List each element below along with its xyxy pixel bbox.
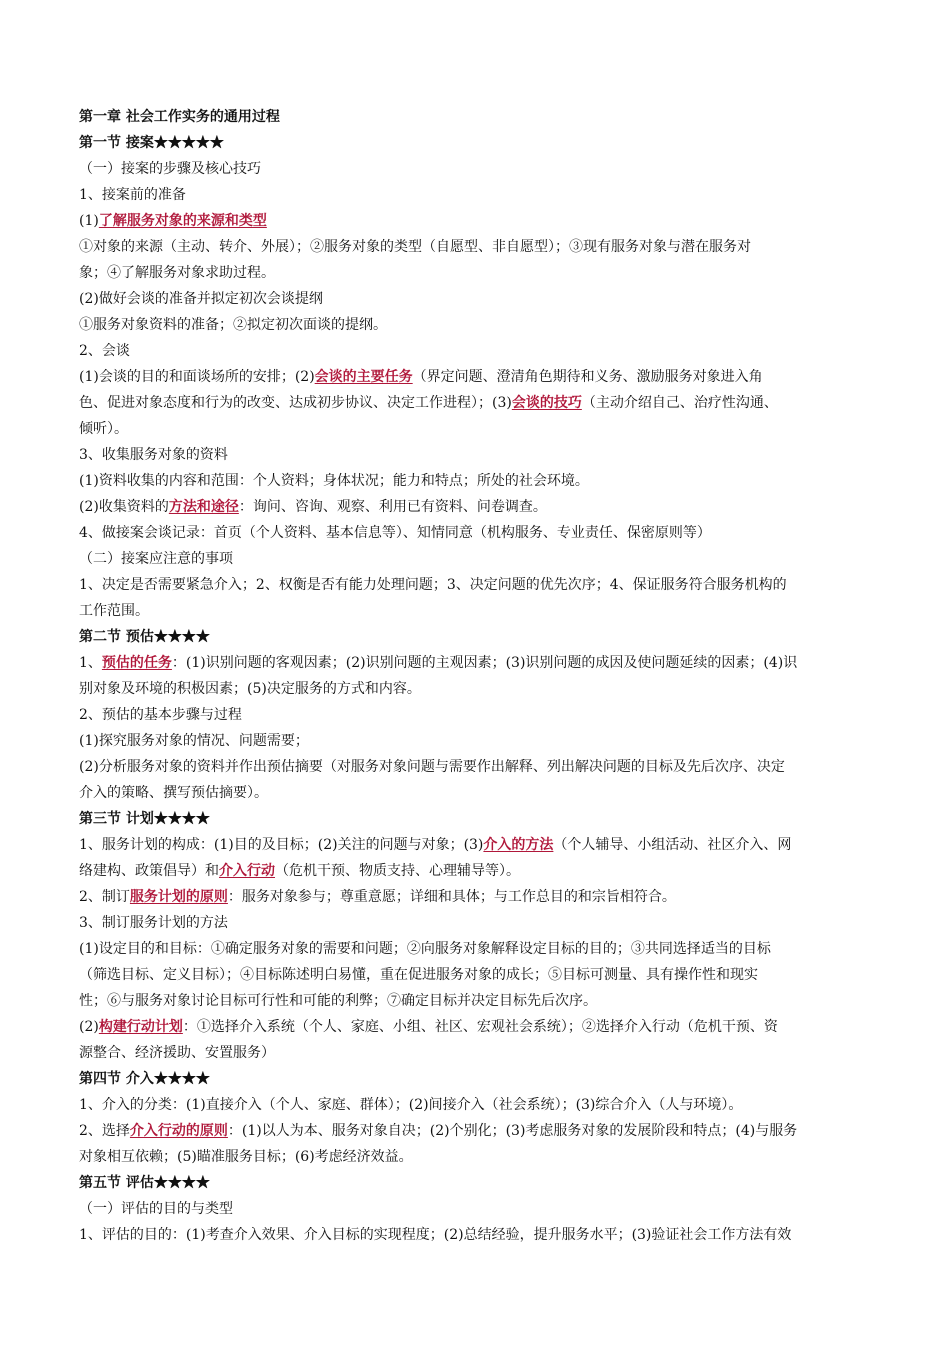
highlighted-term: 服务计划的原则: [129, 889, 228, 905]
text-line: [79, 312, 879, 338]
line-text: 1、接案前的准备: [79, 187, 186, 203]
text-line: [79, 1014, 879, 1040]
text-line: [79, 858, 879, 884]
text-line: [79, 442, 879, 468]
line-text: 1、决定是否需要紧急介入；2、权衡是否有能力处理问题；3、决定问题的优先次序；4、保证服务符合服务机构的: [79, 577, 787, 593]
section-heading: [79, 1066, 879, 1092]
text-line: [79, 520, 879, 546]
text-line: [79, 416, 879, 442]
section-heading: [79, 130, 879, 156]
line-text: (2): [79, 1019, 99, 1035]
text-line: [79, 234, 879, 260]
line-text: (1)会谈的目的和面谈场所的安排；(2): [79, 369, 315, 385]
text-line: [79, 780, 879, 806]
text-line: [79, 1222, 879, 1248]
line-text: ：(1)以人为本、服务对象自决；(2)个别化；(3)考虑服务对象的发展阶段和特点；(4)与服务: [227, 1123, 798, 1139]
text-line: [79, 728, 879, 754]
text-line: [79, 754, 879, 780]
text-line: [79, 598, 879, 624]
section-heading: [79, 1170, 879, 1196]
line-text: 2、会谈: [79, 343, 130, 359]
line-text: 色、促进对象态度和行为的改变、达成初步协议、决定工作进程）；(3): [79, 395, 512, 411]
line-text: ：(1)识别问题的客观因素；(2)识别问题的主观因素；(3)识别问题的成因及使问题延续的因素；(4)识: [171, 655, 798, 671]
line-text: (1)资料收集的内容和范围：个人资料；身体状况；能力和特点；所处的社会环境。: [79, 473, 589, 489]
text-line: [79, 1092, 879, 1118]
text-line: [79, 702, 879, 728]
highlighted-term: 会谈的技巧: [511, 395, 582, 411]
line-text: 别对象及环境的积极因素；(5)决定服务的方式和内容。: [79, 681, 421, 697]
line-text: 2、制订: [79, 889, 130, 905]
line-text: 倾听）。: [79, 421, 128, 437]
line-text: (1)探究服务对象的情况、问题需要；: [79, 733, 309, 749]
line-text: 源整合、经济援助、安置服务）: [79, 1045, 275, 1061]
text-line: [79, 390, 879, 416]
line-text: 1、: [79, 655, 102, 671]
line-text: 1、服务计划的构成：(1)目的及目标；(2)关注的问题与对象；(3): [79, 837, 484, 853]
line-text: 第四节 介入★★★★: [79, 1071, 210, 1087]
line-text: 2、选择: [79, 1123, 130, 1139]
line-text: 第三节 计划★★★★: [79, 811, 210, 827]
highlighted-term: 介入行动的原则: [129, 1123, 228, 1139]
text-line: [79, 572, 879, 598]
line-text: (2)做好会谈的准备并拟定初次会谈提纲: [79, 291, 323, 307]
text-line: [79, 650, 879, 676]
line-text: 第一章 社会工作实务的通用过程: [79, 109, 280, 125]
text-line: [79, 468, 879, 494]
text-line: [79, 494, 879, 520]
text-line: [79, 546, 879, 572]
line-text: （主动介绍自己、治疗性沟通、: [581, 395, 778, 411]
line-text: 象；④了解服务对象求助过程。: [79, 265, 275, 281]
text-line: [79, 1040, 879, 1066]
line-text: （个人辅导、小组活动、社区介入、网: [553, 837, 792, 853]
line-text: ：服务对象参与；尊重意愿；详细和具体；与工作总目的和宗旨相符合。: [227, 889, 676, 905]
text-line: [79, 832, 879, 858]
line-text: 对象相互依赖；(5)瞄准服务目标；(6)考虑经济效益。: [79, 1149, 413, 1165]
text-line: [79, 884, 879, 910]
text-line: [79, 364, 879, 390]
highlighted-term: 会谈的主要任务: [314, 369, 413, 385]
section-heading: [79, 624, 879, 650]
line-text: 1、介入的分类：(1)直接介入（个人、家庭、群体）；(2)间接介入（社会系统）；(3)综合介入（人与环境）。: [79, 1097, 743, 1113]
text-line: [79, 338, 879, 364]
text-line: [79, 182, 879, 208]
highlighted-term: 构建行动计划: [98, 1019, 183, 1035]
line-text: ：①选择介入系统（个人、家庭、小组、社区、宏观社会系统）；②选择介入行动（危机干预、资: [182, 1019, 778, 1035]
line-text: ①服务对象资料的准备；②拟定初次面谈的提纲。: [79, 317, 387, 333]
highlighted-term: 介入的方法: [483, 837, 554, 853]
text-line: [79, 156, 879, 182]
line-text: (1): [79, 213, 99, 229]
line-text: 工作范围。: [79, 603, 149, 619]
highlighted-term: 了解服务对象的来源和类型: [98, 213, 267, 229]
text-line: [79, 676, 879, 702]
text-line: [79, 260, 879, 286]
text-line: [79, 936, 879, 962]
line-text: （界定问题、澄清角色期待和义务、激励服务对象进入角: [412, 369, 763, 385]
line-text: 3、制订服务计划的方法: [79, 915, 228, 931]
highlighted-term: 方法和途径: [168, 499, 239, 515]
line-text: 第五节 评估★★★★: [79, 1175, 210, 1191]
line-text: 4、做接案会谈记录：首页（个人资料、基本信息等）、知情同意（机构服务、专业责任、保密原则等）: [79, 525, 711, 541]
text-line: [79, 962, 879, 988]
line-text: 络建构、政策倡导）和: [79, 863, 219, 879]
section-heading: [79, 806, 879, 832]
line-text: ：询问、咨询、观察、利用已有资料、问卷调查。: [238, 499, 547, 515]
text-line: [79, 910, 879, 936]
line-text: 3、收集服务对象的资料: [79, 447, 228, 463]
line-text: 介入的策略、撰写预估摘要）。: [79, 785, 268, 801]
line-text: （一）评估的目的与类型: [79, 1201, 233, 1217]
line-text: (2)分析服务对象的资料并作出预估摘要（对服务对象问题与需要作出解释、列出解决问题的目标及先后次序、决定: [79, 759, 785, 775]
text-line: [79, 1118, 879, 1144]
text-line: [79, 988, 879, 1014]
line-text: （一）接案的步骤及核心技巧: [79, 161, 261, 177]
text-line: [79, 208, 879, 234]
text-line: [79, 1144, 879, 1170]
line-text: 1、评估的目的：(1)考查介入效果、介入目标的实现程度；(2)总结经验，提升服务水平；(3)验证社会工作方法有效: [79, 1227, 792, 1243]
line-text: 性；⑥与服务对象讨论目标可行性和可能的利弊；⑦确定目标并决定目标先后次序。: [79, 993, 597, 1009]
highlighted-term: 预估的任务: [101, 655, 172, 671]
line-text: 第一节 接案★★★★★: [79, 135, 224, 151]
text-line: [79, 1196, 879, 1222]
line-text: （筛选目标、定义目标）；④目标陈述明白易懂，重在促进服务对象的成长；⑤目标可测量、具有操作性和现实: [79, 967, 758, 983]
line-text: （危机干预、物质支持、心理辅导等）。: [275, 863, 520, 879]
line-text: （二）接案应注意的事项: [79, 551, 233, 567]
line-text: 2、预估的基本步骤与过程: [79, 707, 242, 723]
text-line: [79, 286, 879, 312]
section-heading: [79, 104, 879, 130]
line-text: ①对象的来源（主动、转介、外展）；②服务对象的类型（自愿型、非自愿型）；③现有服务对象与潜在服务对: [79, 239, 751, 255]
line-text: 第二节 预估★★★★: [79, 629, 210, 645]
line-text: (2)收集资料的: [79, 499, 169, 515]
document-page: [79, 104, 879, 1248]
line-text: (1)设定目的和目标：①确定服务对象的需要和问题；②向服务对象解释设定目标的目的；③共同选择适当的目标: [79, 941, 771, 957]
highlighted-term: 介入行动: [219, 863, 275, 879]
